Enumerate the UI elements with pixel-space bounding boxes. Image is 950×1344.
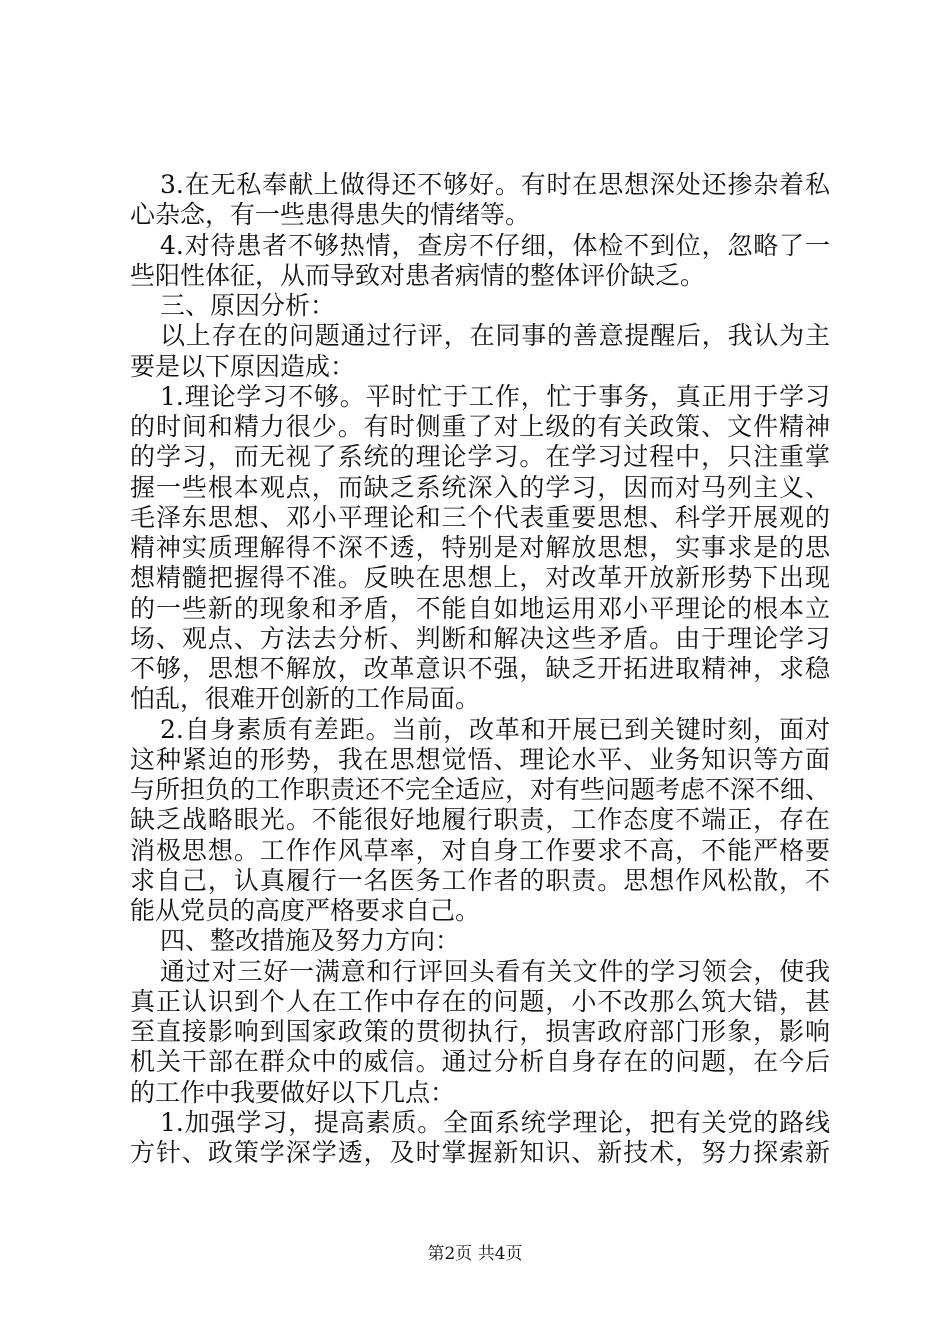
text-line: 2.自身素质有差距。当前，改革和开展已到关键时刻，面对 <box>160 714 830 744</box>
text-line: 求自己，认真履行一名医务工作者的职责。思想作风松散，不 <box>130 865 830 895</box>
text-line: 的学习，而无视了系统的理论学习。在学习过程中，只注重掌 <box>130 442 830 472</box>
text-line: 些阳性体征，从而导致对患者病情的整体评价缺乏。 <box>130 260 706 290</box>
text-line: 通过对三好一满意和行评回头看有关文件的学习领会，使我 <box>160 956 830 986</box>
text-line: 3.在无私奉献上做得还不够好。有时在思想深处还掺杂着私 <box>160 170 830 199</box>
text-line: 的时间和精力很少。有时侧重了对上级的有关政策、文件精神 <box>130 412 830 441</box>
text-line: 1.加强学习，提高素质。全面系统学理论，把有关党的路线 <box>160 1107 830 1137</box>
text-line: 精神实质理解得不深不透，特别是对解放思想，实事求是的思 <box>130 533 830 562</box>
text-line: 消极思想。工作作风草率，对自身工作要求不高，不能严格要 <box>130 835 830 865</box>
text-line: 缺乏战略眼光。不能很好地履行职责，工作态度不端正，存在 <box>130 805 830 835</box>
text-line: 至直接影响到国家政策的贯彻执行，损害政府部门形象，影响 <box>130 1017 830 1046</box>
text-line: 三、原因分析： <box>160 291 336 320</box>
text-line: 能从党员的高度严格要求自己。 <box>130 896 481 925</box>
text-line: 不够，思想不解放，改革意识不强，缺乏开拓进取精神，求稳 <box>130 654 830 683</box>
text-line: 以上存在的问题通过行评，在同事的善意提醒后，我认为主 <box>160 321 830 351</box>
text-line: 4.对待患者不够热情，查房不仔细，体检不到位，忽略了一 <box>160 230 830 260</box>
text-line: 场、观点、方法去分析、判断和解决这些矛盾。由于理论学习 <box>130 623 830 653</box>
text-line: 与所担负的工作职责还不完全适应，对有些问题考虑不深不细、 <box>130 775 830 804</box>
text-line: 毛泽东思想、邓小平理论和三个代表重要思想、科学开展观的 <box>130 502 830 532</box>
text-line: 真正认识到个人在工作中存在的问题，小不改那么筑大错，甚 <box>130 986 830 1016</box>
text-line: 握一些根本观点，而缺乏系统深入的学习，因而对马列主义、 <box>130 472 830 502</box>
text-line: 机关干部在群众中的威信。通过分析自身存在的问题，在今后 <box>130 1047 830 1077</box>
text-line: 四、整改措施及努力方向： <box>160 926 461 956</box>
text-line: 怕乱，很难开创新的工作局面。 <box>130 684 481 714</box>
text-line: 的工作中我要做好以下几点： <box>130 1077 456 1107</box>
text-line: 这种紧迫的形势，我在思想觉悟、理论水平、业务知识等方面 <box>130 744 830 774</box>
text-line: 1.理论学习不够。平时忙于工作，忙于事务，真正用于学习 <box>160 381 830 411</box>
text-line: 心杂念，有一些患得患失的情绪等。 <box>130 200 531 230</box>
text-line: 要是以下原因造成： <box>130 351 356 381</box>
text-line: 想精髓把握得不准。反映在思想上，对改革开放新形势下出现 <box>130 563 830 593</box>
text-line: 的一些新的现象和矛盾，不能自如地运用邓小平理论的根本立 <box>130 593 830 623</box>
text-line: 方针、政策学深学透，及时掌握新知识、新技术，努力探索新 <box>130 1138 830 1167</box>
page-number-footer: 第2页 共4页 <box>427 1244 523 1264</box>
